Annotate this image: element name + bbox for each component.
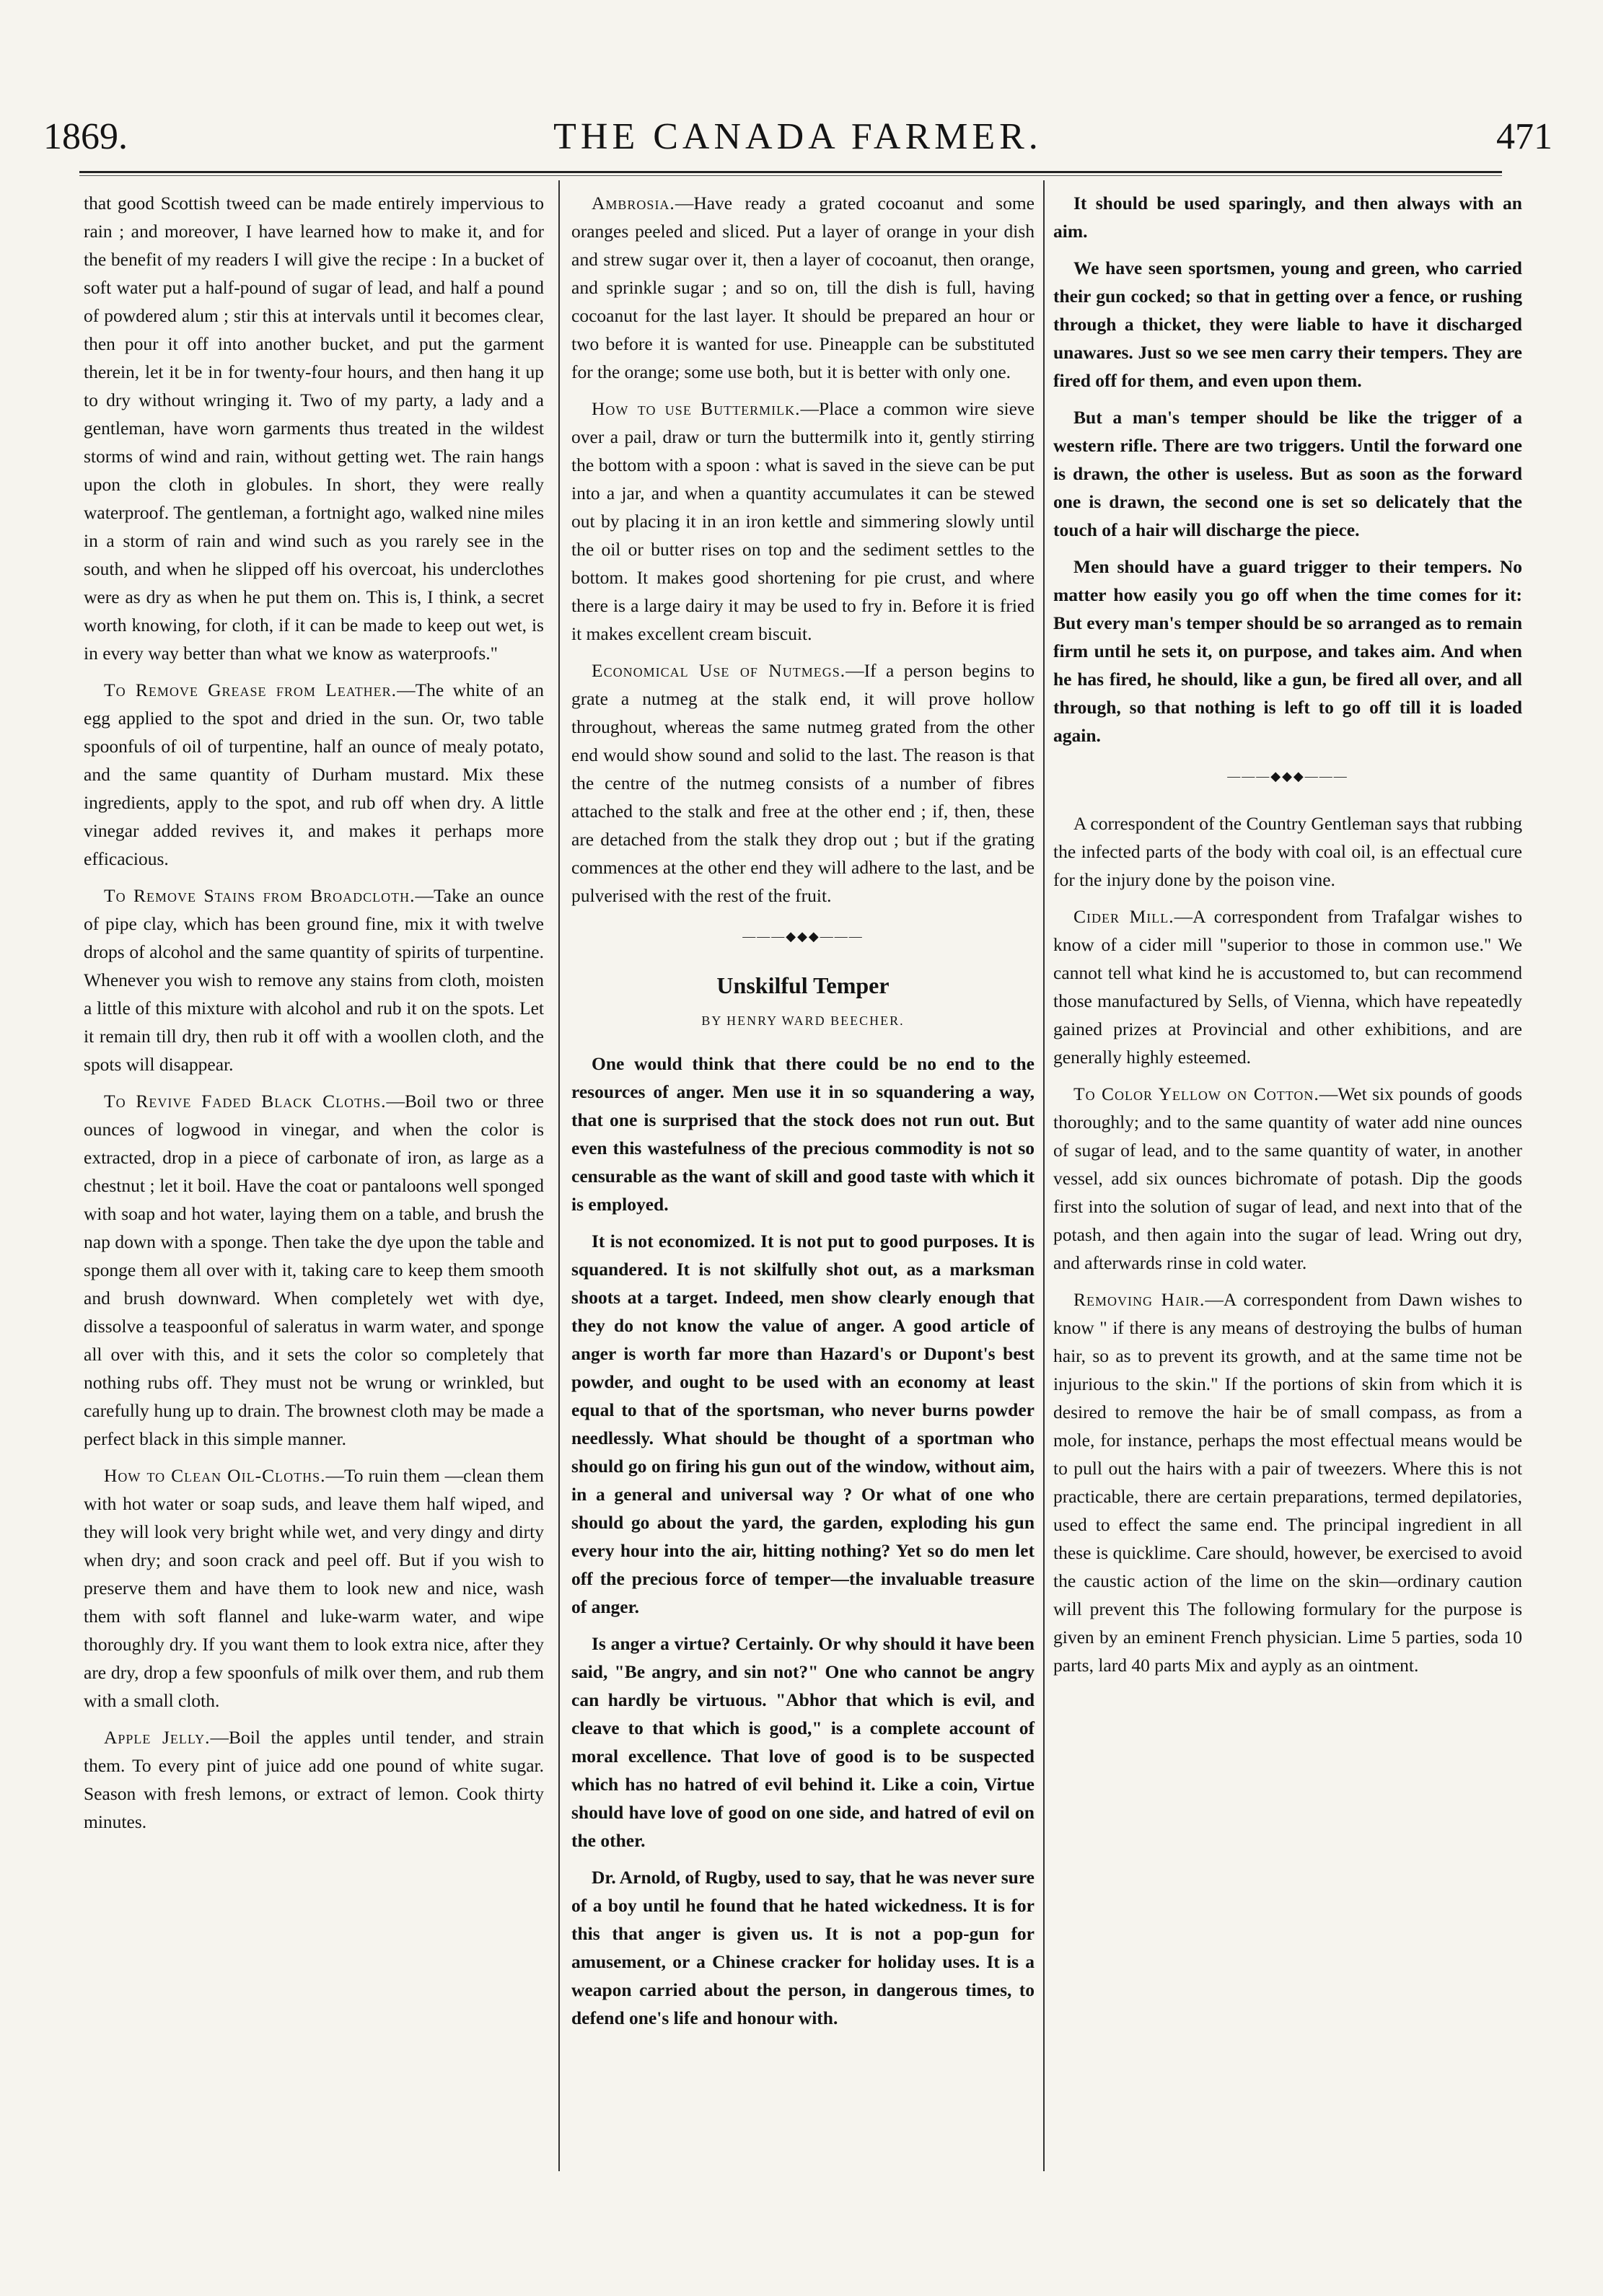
paragraph: A correspondent of the Country Gentleman says that rubbing the infected parts of the body with coal oil, is an effectual cure for the injury done by the poison vine. [1053,813,1522,890]
paragraph-heading: How to Clean Oil-Cloths. [104,1465,326,1486]
masthead [43,108,1553,166]
paragraph-heading: Cider Mill. [1073,906,1174,927]
paragraph-heading: How to use Buttermilk. [592,398,801,419]
article-paragraph: It should be used sparingly, and then always with an aim. [1053,193,1522,242]
article-paragraph: Is anger a virtue? Certainly. Or why should it have been said, "Be angry, and sin not?" One who cannot be angry can hardly be virtuous. "Abhor that which is evil, and cleave to that which is good," is a complete account of moral excellence. That love of good is to be suspected which has no hatred of evil behind it. Like a coin, Virtue should have love of good on one side, and hatred of evil on the other. [571,1633,1035,1851]
paragraph: that good Scottish tweed can be made entirely impervious to rain ; and moreover, I have learned how to make it, and for the benefit of my readers I will give the recipe : In a bucket of soft water put a half-pound of sugar of lead, and half a pound of powdered alum ; stir this at intervals until it becomes clear, then pour it off into another bucket, and put the garment therein, let it be in for twenty-four hours, and then hang it up to dry without wringing it. Two of my party, a lady and a gentleman, have worn garments thus treated in the wildest storms of wind and rain, without getting wet. The rain hangs upon the cloth in globules. In short, they were really waterproof. The gentleman, a fortnight ago, walked nine miles in a storm of rain and wind such as you rarely see in the south, and when he slipped off his overcoat, his underclothes were as dry as when he put them on. This is, I think, a secret worth knowing, for cloth, if it can be made to keep out wet, is in every way better than what we know as waterproofs." [84,193,544,664]
paragraph-body: —A correspondent from Dawn wishes to know " if there is any means of destroying the bulbs of human hair, so as to prevent its growth, and at the same time not be injurious to the skin." If the portions of skin from which it is desired to remove the hair be of small compass, as from a mole, for instance, perhaps the most effectual means would be to pull out the hairs with a pair of tweezers. Where this is not practicable, there are certain preparations, termed depilatories, used to effect the same end. The principal ingredient in all these is quicklime. Care should, however, be exercised to avoid the caustic action of the lime on the skin—ordinary caution will prevent this The following formulary for the purpose is given by an eminent French physician. Lime 5 parties, soda 10 parts, lard 40 parts Mix and ayply as an ointment. [1053,1289,1523,1676]
paragraph-heading: To Remove Stains from Broadcloth. [104,885,416,906]
article-paragraph: Dr. Arnold, of Rugby, used to say, that he was never sure of a boy until he found that he hated wickedness. It is for this that anger is given us. It is not a pop-gun for amusement, or a Chinese cracker for holiday uses. It is a weapon carried about the person, in dangerous times, to defend one's life and honour with. [571,1867,1035,2028]
paragraph-body: —To ruin them —clean them with hot water or soap suds, and leave them half wiped, and they will look very bright while wet, and very dingy and dirty when dry; and soon crack and peel off. But if you wish to preserve them and have them to look new and nice, wash them with soft flannel and luke-warm water, and wipe thoroughly dry. If you want them to look extra nice, after they are dry, drop a few spoonfuls of milk over them, and rub them with a small cloth. [84,1465,544,1711]
paragraph-heading: To Color Yellow on Cotton. [1073,1083,1319,1104]
paragraph-heading: Ambrosia. [592,193,675,214]
column-1 [84,189,544,1844]
column-divider [1043,180,1045,2171]
paragraph [84,1723,544,1836]
masthead-rule [79,171,1502,176]
article-title: Unskilful Temper [716,972,890,998]
paragraph [571,395,1035,648]
paragraph-body: —Boil the apples until tender, and strain them. To every pint of juice add one pound of white sugar. Season with fresh lemons, or extract of lemon. Cook thirty minutes. [84,1727,544,1832]
article-paragraph: One would think that there could be no end to the resources of anger. Men use it in so squandering a way, that one is surprised that the stock does not run out. But even this wastefulness of the precious commodity is not so censurable as the want of skill and good taste with which it is employed. [571,1053,1035,1215]
paragraph-body: —Have ready a grated cocoanut and some oranges peeled and sliced. Put a layer of orange in your dish and strew sugar over it, then a layer of cocoanut, then orange, and sprinkle sugar ; and so on, till the dish is full, having cocoanut for the last layer. It should be prepared an hour or two before it is wanted for use. Pineapple can be substituted for the orange; some use both, but it is better with only one. [571,193,1035,382]
paragraph-heading: Economical Use of Nutmegs. [592,660,846,681]
paragraph [84,676,544,873]
section-ornament: ———◆◆◆——— [1227,769,1348,783]
paragraph-body: —Take an ounce of pipe clay, which has been ground fine, mix it with twelve drops of alcohol and the same quantity of spirits of turpentine. Whenever you wish to remove any stains from cloth, moisten a little of this mixture with alcohol and rub it on the spots. Let it remain till dry, then rub it off with a woollen cloth, and the spots will disappear. [84,885,545,1075]
article-paragraph: It is not economized. It is not put to good purposes. It is squandered. It is not skilfully shot out, as a marksman shoots at a target. Indeed, men show clearly enough that they do not know the value of anger. A good article of anger is worth far more than Hazard's or Dupont's best powder, and ought to be used with an economy at least equal to that of the sportsman, who never burns powder needlessly. What should be thought of a sportman who should go on firing his gun out of the window, without aim, in a general and universal way ? Or what of one who should go about the yard, the garden, exploding his gun every hour into the air, hitting nothing? Yet so do men let off the precious force of temper—the invaluable treasure of anger. [571,1231,1035,1617]
column-divider [558,180,560,2171]
paragraph [1053,1080,1522,1277]
section-ornament: ———◆◆◆——— [742,929,864,944]
page-number: 471 [1496,116,1553,157]
article-paragraph: But a man's temper should be like the trigger of a western rifle. There are two triggers. Until the forward one is drawn, the other is useless. But as soon as the forward one is drawn, the second one is set so delicately that the touch of a hair will discharge the piece. [1053,407,1522,540]
paragraph [571,189,1035,386]
paragraph-body: —Boil two or three ounces of logwood in vinegar, and when the color is extracted, drop in a piece of carbonate of iron, as large as a chestnut ; let it boil. Have the coat or pantaloons well sponged with soap and hot water, laying them on a table, and brush the nap down with a sponge. Then take the dye upon the table and sponge them all over with it, taking care to keep them smooth and brush downward. When completely wet with dye, dissolve a teaspoonful of saleratus in warm water, and sponge all over with this, and it sets the color so completely that nothing rubs off. They must not be wrung or wrinkled, but carefully hung up to drain. The brownest cloth may be made a perfect black in this simple manner. [84,1091,544,1449]
newspaper-title: THE CANADA FARMER. [553,116,1042,157]
paragraph-body: —A correspondent from Trafalgar wishes to know of a cider mill "superior to those in common use." We cannot tell what kind he is accustomed to, but can recommend those manufactured by Sells, of Vienna, which have repeatedly gained prizes at Provincial and other exhibitions, and are generally highly esteemed. [1053,906,1522,1068]
paragraph-heading: To Revive Faded Black Cloths. [104,1091,387,1112]
issue-year: 1869. [43,116,128,157]
article-paragraph: We have seen sportsmen, young and green, who carried their gun cocked; so that in getting over a fence, or rushing through a thicket, they were liable to have it discharged unawares. Just so we see men carry their tempers. They are fired off for them, and even upon them. [1053,258,1522,391]
paragraph-heading: Removing Hair. [1073,1289,1205,1310]
paragraph-heading: Apple Jelly. [104,1727,211,1748]
paragraph-body: —The white of an egg applied to the spot and dried in the sun. Or, two table spoonfuls of oil of turpentine, half an ounce of mealy potato, and the same quantity of Durham mustard. Mix these ingredients, apply to the spot, and rub off when dry. A little vinegar added revives it, and makes it perhaps more efficacious. [84,679,544,869]
column-3 [1053,189,1522,1688]
article-byline: BY HENRY WARD BEECHER. [701,1013,905,1028]
paragraph [571,656,1035,910]
paragraph-body: —Wet six pounds of goods thoroughly; and to the same quantity of water add nine ounces of sugar of lead, and to the same quantity of water, in another vessel, add six ounces bichromate of potash. Dip the goods first into the solution of sugar of lead, and next into that of the potash, and then again into the sugar of lead. Wring out dry, and afterwards rinse in cold water. [1053,1083,1522,1273]
paragraph-heading: To Remove Grease from Leather. [104,679,398,700]
paragraph [84,881,544,1078]
article-paragraph: Men should have a guard trigger to their tempers. No matter how easily you go off when the time comes for it: But every man's temper should be so arranged as to remain firm until he sets it, on purpose, and takes aim. And when he has fired, he should, like a gun, be fired all over, and all through, so that nothing is left to go off till it is loaded again. [1053,556,1522,746]
paragraph-body: —Place a common wire sieve over a pail, draw or turn the buttermilk into it, gently stirring the bottom with a spoon : what is saved in the sieve can be put into a jar, and when a quantity accumulates it can be stewed out by placing it in an iron kettle and simmering slowly until the oil or butter rises on top and the sediment settles to the bottom. It makes good shortening for pie crust, and where there is a large dairy it may be used to fry in. Before it is fried it makes excellent cream biscuit. [571,398,1035,644]
paragraph [1053,902,1522,1071]
paragraph [84,1087,544,1453]
column-2 [571,189,1035,2041]
paragraph [1053,1285,1522,1679]
paragraph-body: —If a person begins to grate a nutmeg at the stalk end, it will prove hollow throughout, whereas the same nutmeg grated from the other end would show sound and solid to the last. The reason is that the centre of the nutmeg consists of a number of fibres attached to the stalk and free at the other end ; if, then, these are detached from the stalk they drop out ; but if the grating commences at the other end they will adhere to the last, and be pulverised with the rest of the fruit. [571,660,1035,906]
paragraph [84,1461,544,1715]
